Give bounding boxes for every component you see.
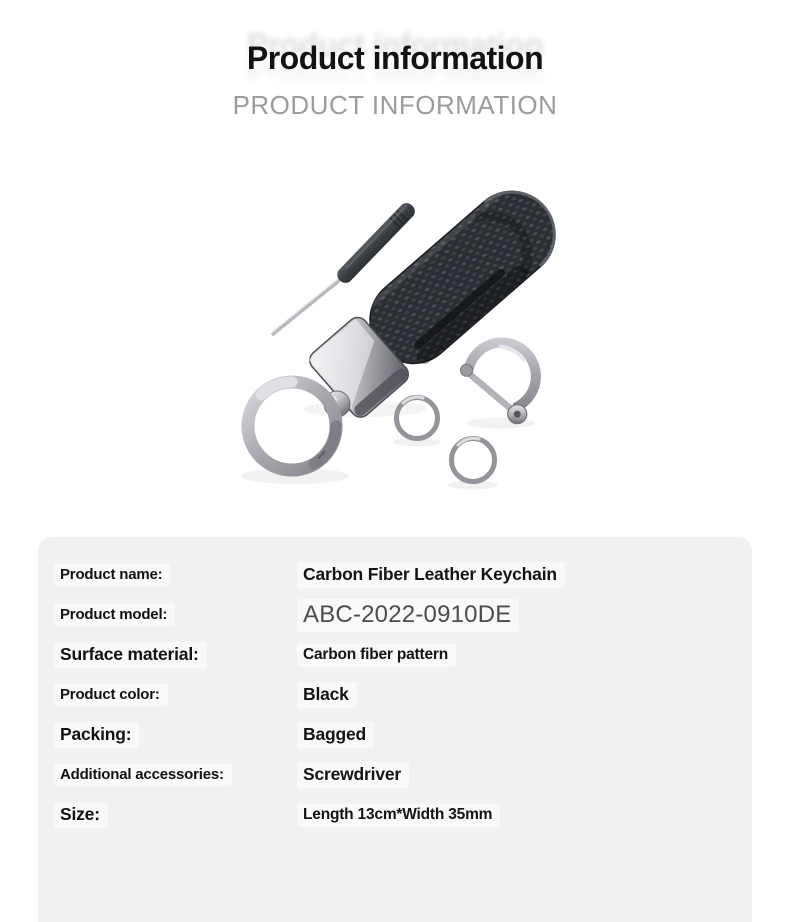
spec-value: ABC-2022-0910DE (297, 599, 519, 632)
spec-row-packing (60, 715, 752, 755)
spec-label: Product name: (54, 564, 170, 586)
product-spec-card (38, 537, 752, 922)
spec-value: Carbon Fiber Leather Keychain (297, 562, 565, 588)
product-photo (215, 183, 575, 513)
spec-value: Screwdriver (297, 762, 409, 788)
page-subtitle: PRODUCT INFORMATION (232, 90, 558, 120)
spec-value: Carbon fiber pattern (297, 644, 456, 667)
spec-value: Length 13cm*Width 35mm (297, 804, 500, 827)
spec-label: Size: (54, 802, 108, 828)
spec-row-product-color (60, 675, 752, 715)
split-ring (248, 382, 336, 470)
d-shackle (455, 327, 558, 428)
spec-row-size (60, 795, 752, 835)
spec-value: Black (297, 682, 357, 708)
spec-label: Additional accessories: (54, 764, 232, 786)
spec-row-product-name (60, 555, 752, 595)
spec-row-product-model (60, 595, 752, 635)
spec-row-surface-material (60, 635, 752, 675)
spec-value: Bagged (297, 722, 374, 748)
key-ring-2 (452, 438, 495, 481)
key-ring-1 (397, 397, 438, 438)
spec-label: Surface material: (54, 642, 207, 668)
spec-label: Product model: (54, 604, 175, 626)
spec-label: Product color: (54, 684, 168, 706)
product-photo-illustration (215, 183, 575, 513)
spec-label: Packing: (54, 722, 139, 748)
page-title: Product information (246, 40, 544, 76)
spec-row-additional-accessories (60, 755, 752, 795)
